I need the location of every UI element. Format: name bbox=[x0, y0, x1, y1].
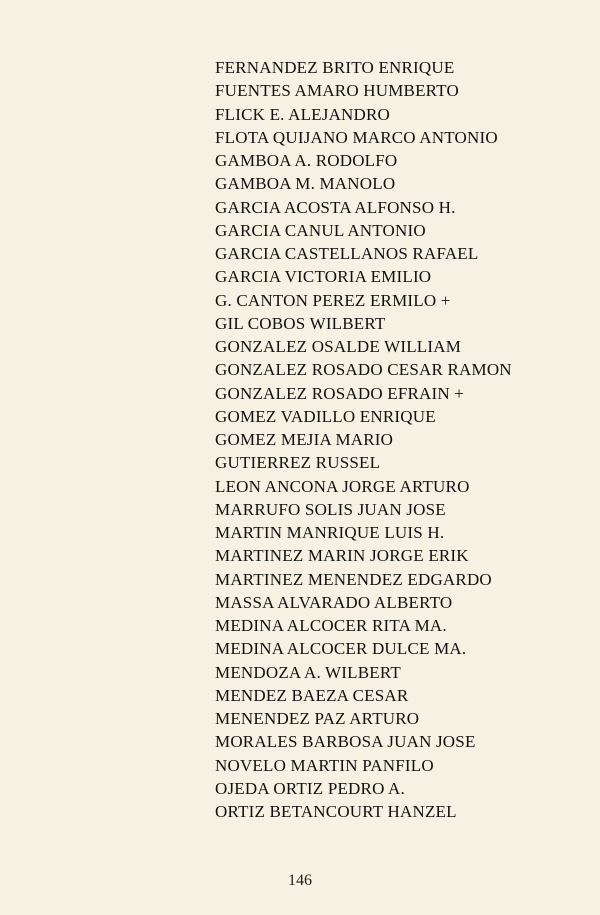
list-item: MASSA ALVARADO ALBERTO bbox=[215, 592, 453, 612]
list-item: GIL COBOS WILBERT bbox=[215, 313, 386, 333]
list-item: GONZALEZ ROSADO EFRAIN + bbox=[215, 383, 465, 403]
list-item: GARCIA VICTORIA EMILIO bbox=[215, 267, 432, 287]
page-number: 146 bbox=[288, 872, 312, 889]
list-item: G. CANTON PEREZ ERMILO + bbox=[215, 290, 451, 310]
list-item: MARTIN MANRIQUE LUIS H. bbox=[215, 523, 445, 542]
list-item: GUTIERREZ RUSSEL bbox=[215, 453, 381, 473]
list-item: FUENTES AMARO HUMBERTO bbox=[215, 81, 459, 101]
list-item: GOMEZ MEJIA MARIO bbox=[215, 430, 394, 449]
list-item: GONZALEZ OSALDE WILLIAM bbox=[215, 337, 462, 356]
name-list bbox=[215, 56, 512, 823]
list-item: GAMBOA A. RODOLFO bbox=[215, 151, 398, 170]
list-item: FLOTA QUIJANO MARCO ANTONIO bbox=[215, 127, 498, 147]
list-item: MARTINEZ MENENDEZ EDGARDO bbox=[215, 569, 492, 589]
list-item: FLICK E. ALEJANDRO bbox=[215, 104, 391, 124]
list-item: MEDINA ALCOCER DULCE MA. bbox=[215, 639, 467, 659]
list-item: MARTINEZ MARIN JORGE ERIK bbox=[215, 546, 469, 566]
list-item: GONZALEZ ROSADO CESAR RAMON bbox=[215, 360, 512, 380]
list-item: GARCIA CANUL ANTONIO bbox=[215, 220, 426, 240]
list-item: MENDEZ BAEZA CESAR bbox=[215, 685, 409, 705]
list-item: MENENDEZ PAZ ARTURO bbox=[215, 709, 420, 728]
list-item: MEDINA ALCOCER RITA MA. bbox=[215, 616, 447, 635]
list-item: MARRUFO SOLIS JUAN JOSE bbox=[215, 499, 446, 519]
list-item: MENDOZA A. WILBERT bbox=[215, 662, 401, 682]
list-item: GARCIA CASTELLANOS RAFAEL bbox=[215, 244, 479, 263]
list-item: GAMBOA M. MANOLO bbox=[215, 174, 396, 194]
list-item: ORTIZ BETANCOURT HANZEL bbox=[215, 802, 457, 821]
list-item: MORALES BARBOSA JUAN JOSE bbox=[215, 732, 476, 752]
list-item: NOVELO MARTIN PANFILO bbox=[215, 755, 434, 775]
list-item: GOMEZ VADILLO ENRIQUE bbox=[215, 406, 436, 426]
list-item: GARCIA ACOSTA ALFONSO H. bbox=[215, 197, 456, 217]
list-item: LEON ANCONA JORGE ARTURO bbox=[215, 476, 470, 496]
list-item: FERNANDEZ BRITO ENRIQUE bbox=[215, 58, 455, 77]
list-item: OJEDA ORTIZ PEDRO A. bbox=[215, 778, 405, 798]
